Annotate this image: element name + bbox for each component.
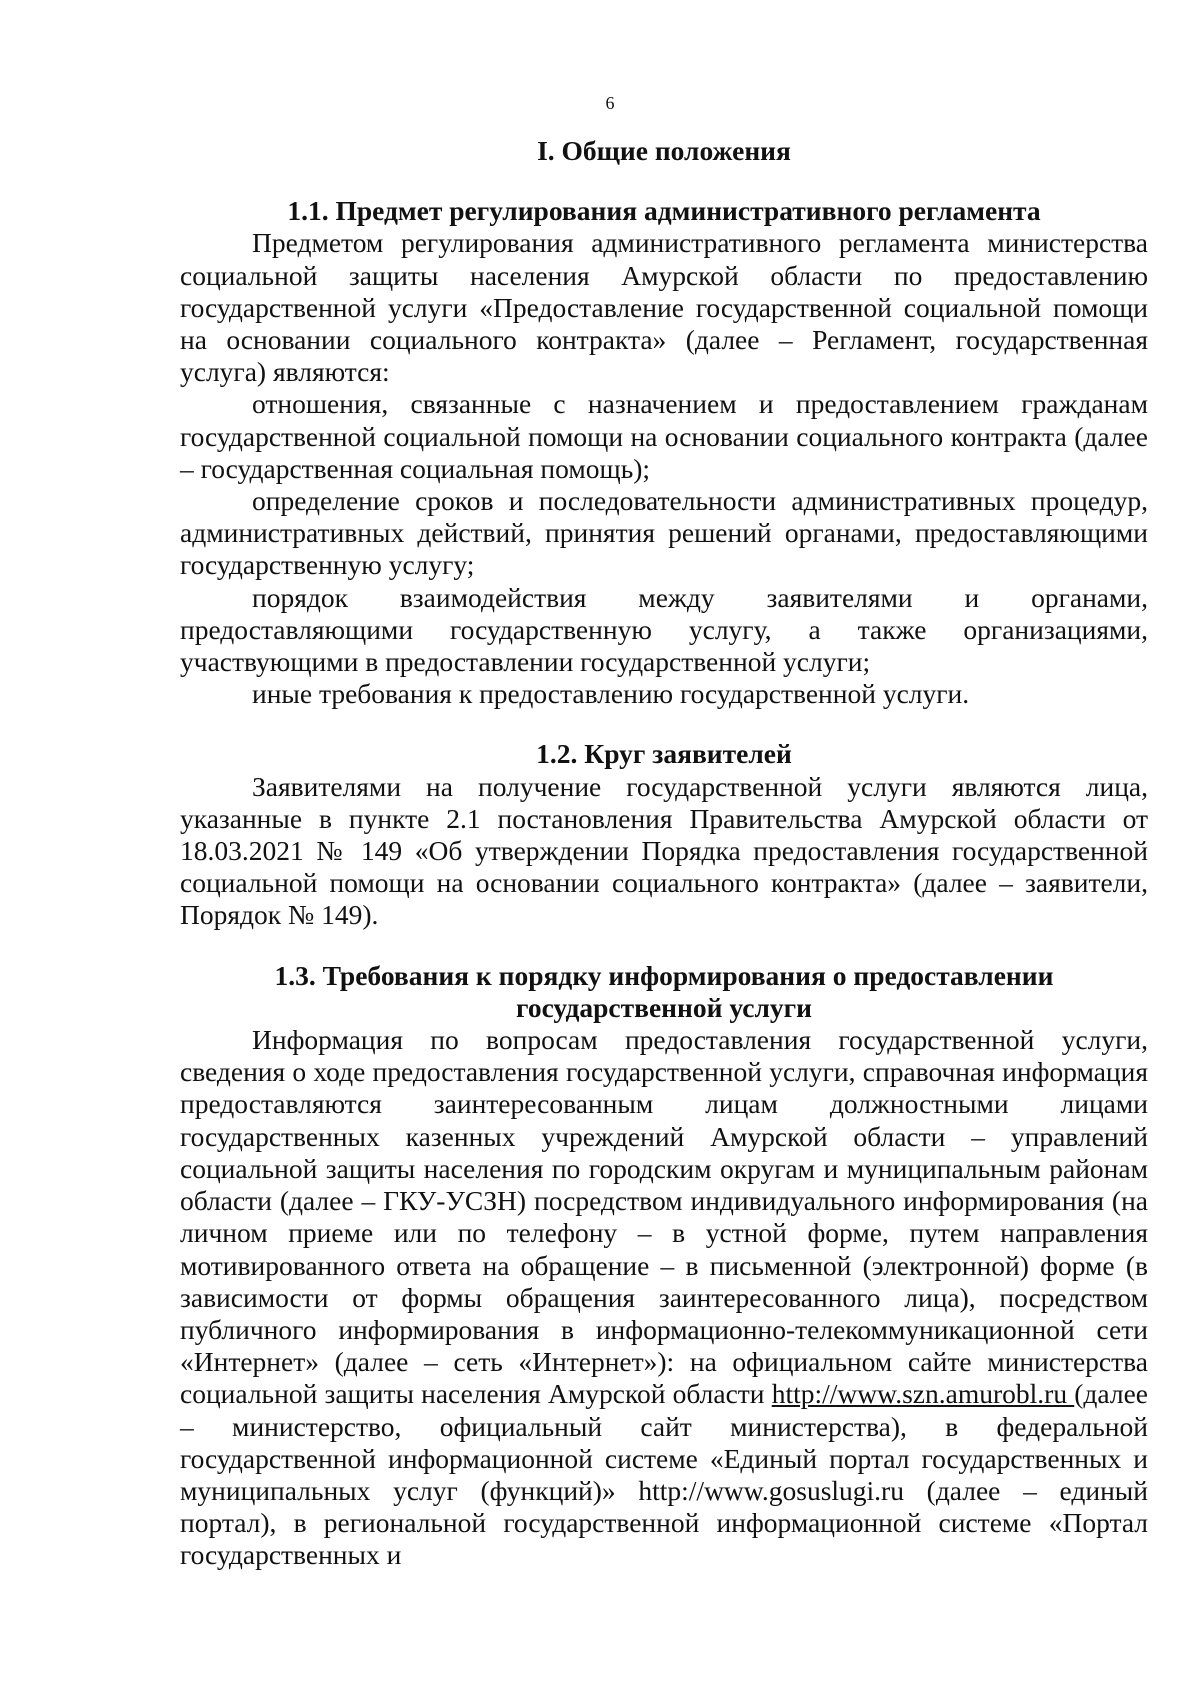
paragraph: определение сроков и последовательности административных процедур, административных действий, принятия решений органами, предоставляющими государственную услугу;	[180, 485, 1148, 581]
document-body	[180, 135, 1148, 1572]
subsection-title-1-2: 1.2. Круг заявителей	[536, 738, 792, 770]
paragraph: отношения, связанные с назначением и предоставлением гражданам государственной социальной помощи на основании социального контракта (далее – государственная социальная помощь);	[180, 388, 1148, 484]
paragraph	[180, 1024, 1148, 1571]
spacer	[180, 710, 1148, 738]
subsection-title-1-3	[180, 960, 1148, 1024]
ministry-site-link[interactable]: http://www.szn.amurobl.ru	[771, 1378, 1075, 1410]
subsection-title-line: государственной услуги	[516, 991, 812, 1023]
paragraph-text: Информация по вопросам предоставления государственной услуги, сведения о ходе предоставления государственной услуги, справочная информация предоставляются заинтересованным лицам должностными лицами государственных казенных учреждений Амурской области – управлений социальной защиты населения по городским округам и муниципальным районам области (далее – ГКУ-УСЗН) посредством индивидуального информирования (на личном приеме или по телефону – в устной форме, путем направления мотивированного ответа на обращение – в письменной (электронной) форме (в зависимости от формы обращения заинтересованного лица), посредством публичного информирования в информационно-телекоммуникационной сети «Интернет» (далее – сеть «Интернет»): на официальном сайте министерства социальной защиты населения Амурской области	[180, 1024, 1148, 1410]
section-title: I. Общие положения	[537, 135, 791, 166]
paragraph: иные требования к предоставлению государственной услуги.	[252, 678, 970, 710]
subsection-title-line: 1.3. Требования к порядку информирования о предоставлении	[274, 959, 1054, 991]
paragraph-text: (далее – министерство, официальный сайт министерства), в федеральной государственной информационной системе «Единый портал государственных и муниципальных услуг (функций)» http://www.gosuslugi.ru (далее – единый портал), в региональной государственной информационной системе «Портал государственных и	[180, 1378, 1148, 1571]
page-number: 6	[605, 93, 615, 113]
paragraph: Заявителями на получение государственной услуги являются лица, указанные в пункте 2.1 постановления Правительства Амурской области от 18.03.2021 № 149 «Об утверждении Порядка предоставления государственной социальной помощи на основании социального контракта» (далее – заявители, Порядок № 149).	[180, 770, 1148, 931]
paragraph: порядок взаимодействия между заявителями и органами, предоставляющими государственную услугу, а также организациями, участвующими в предоставлении государственной услуги;	[180, 581, 1148, 678]
spacer	[180, 932, 1148, 960]
subsection-title-1-1: 1.1. Предмет регулирования административного регламента	[287, 195, 1041, 227]
paragraph: Предметом регулирования административного регламента министерства социальной защиты населения Амурской области по предоставлению государственной услуги «Предоставление государственной социальной помощи на основании социального контракта» (далее – Регламент, государственная услуга) являются:	[180, 227, 1148, 388]
